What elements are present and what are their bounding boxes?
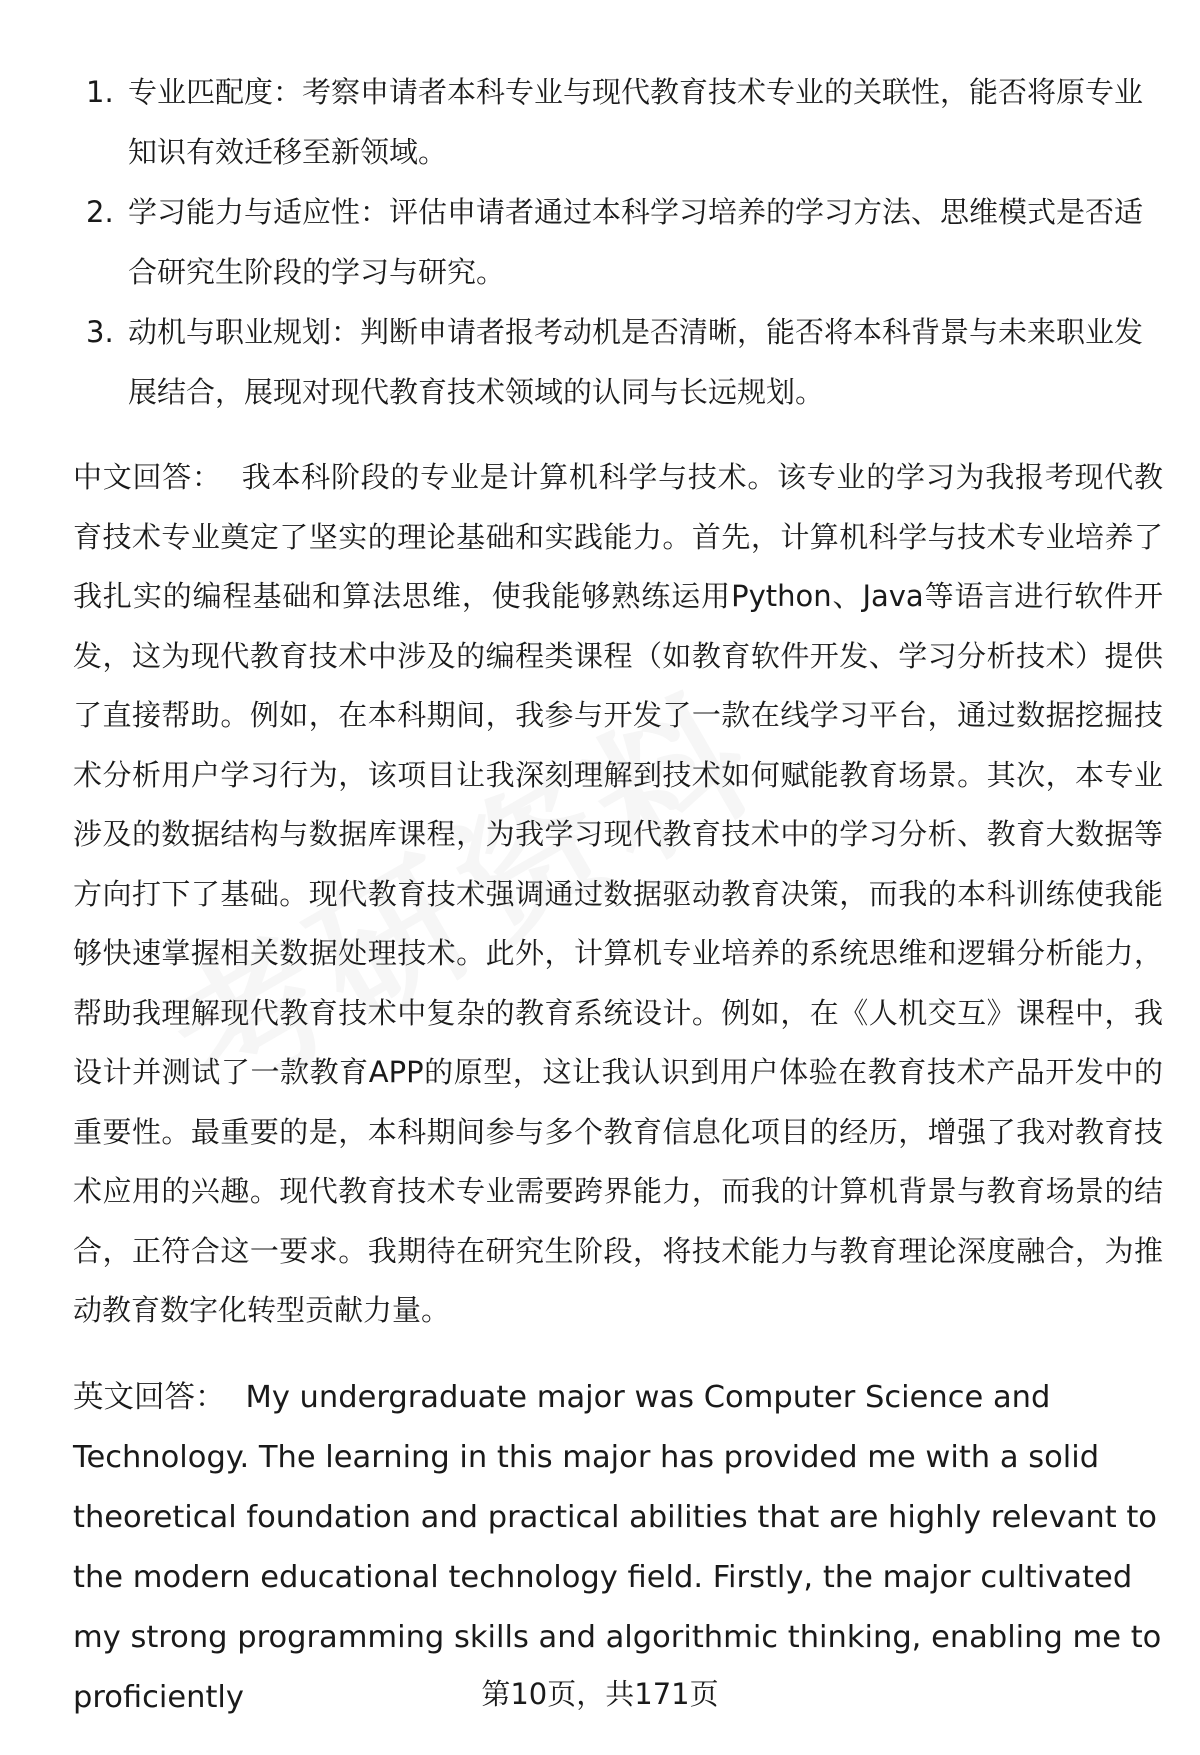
list-number: 1. bbox=[86, 75, 114, 109]
chinese-answer bbox=[73, 448, 1163, 1341]
page-number: 第10页，共171页 bbox=[481, 1677, 719, 1711]
chinese-answer-text: 我本科阶段的专业是计算机科学与技术。该专业的学习为我报考现代教育技术专业奠定了坚实的理论基础和实践能力。首先，计算机科学与技术专业培养了我扎实的编程基础和算法思维，使我能够熟练运用Python、Java等语言进行软件开发，这为现代教育技术中涉及的编程类课程（如教育软件开发、学习分析技术）提供了直接帮助。例如，在本科期间，我参与开发了一款在线学习平台，通过数据挖掘技术分析用户学习行为，该项目让我深刻理解到技术如何赋能教育场景。其次，本专业涉及的数据结构与数据库课程，为我学习现代教育技术中的学习分析、教育大数据等方向打下了基础。现代教育技术强调通过数据驱动教育决策，而我的本科训练使我能够快速掌握相关数据处理技术。此外，计算机专业培养的系统思维和逻辑分析能力，帮助我理解现代教育技术中复杂的教育系统设计。例如，在《人机交互》课程中，我设计并测试了一款教育APP的原型，这让我认识到用户体验在教育技术产品开发中的重要性。最重要的是，本科期间参与多个教育信息化项目的经历，增强了我对教育技术应用的兴趣。现代教育技术专业需要跨界能力，而我的计算机背景与教育场景的结合，正符合这一要求。我期待在研究生阶段，将技术能力与教育理论深度融合，为推动教育数字化转型贡献力量。 bbox=[73, 460, 1163, 1327]
english-answer-label: 英文回答： bbox=[73, 1380, 226, 1415]
criteria-text: 动机与职业规划：判断申请者报考动机是否清晰，能否将本科背景与未来职业发展结合，展现对现代教育技术领域的认同与长远规划。 bbox=[128, 315, 1144, 409]
criteria-text: 专业匹配度：考察申请者本科专业与现代教育技术专业的关联性，能否将原专业知识有效迁移至新领域。 bbox=[128, 75, 1144, 169]
criteria-item bbox=[86, 302, 1146, 422]
criteria-text: 学习能力与适应性：评估申请者通过本科学习培养的学习方法、思维模式是否适合研究生阶段的学习与研究。 bbox=[128, 195, 1144, 289]
criteria-list bbox=[86, 62, 1146, 422]
list-number: 2. bbox=[86, 195, 114, 229]
criteria-item bbox=[86, 182, 1146, 302]
english-answer-text: My undergraduate major was Computer Science and Technology. The learning in this major has provided me with a solid theoretical foundation and practical abilities that are highly relevant to the modern educational technology field. Firstly, the major cultivated my strong programming skills and algorithmic thinking, enabling me to proficiently bbox=[73, 1380, 1162, 1715]
list-number: 3. bbox=[86, 315, 114, 349]
chinese-answer-label: 中文回答： bbox=[73, 460, 222, 494]
criteria-item bbox=[86, 62, 1146, 182]
